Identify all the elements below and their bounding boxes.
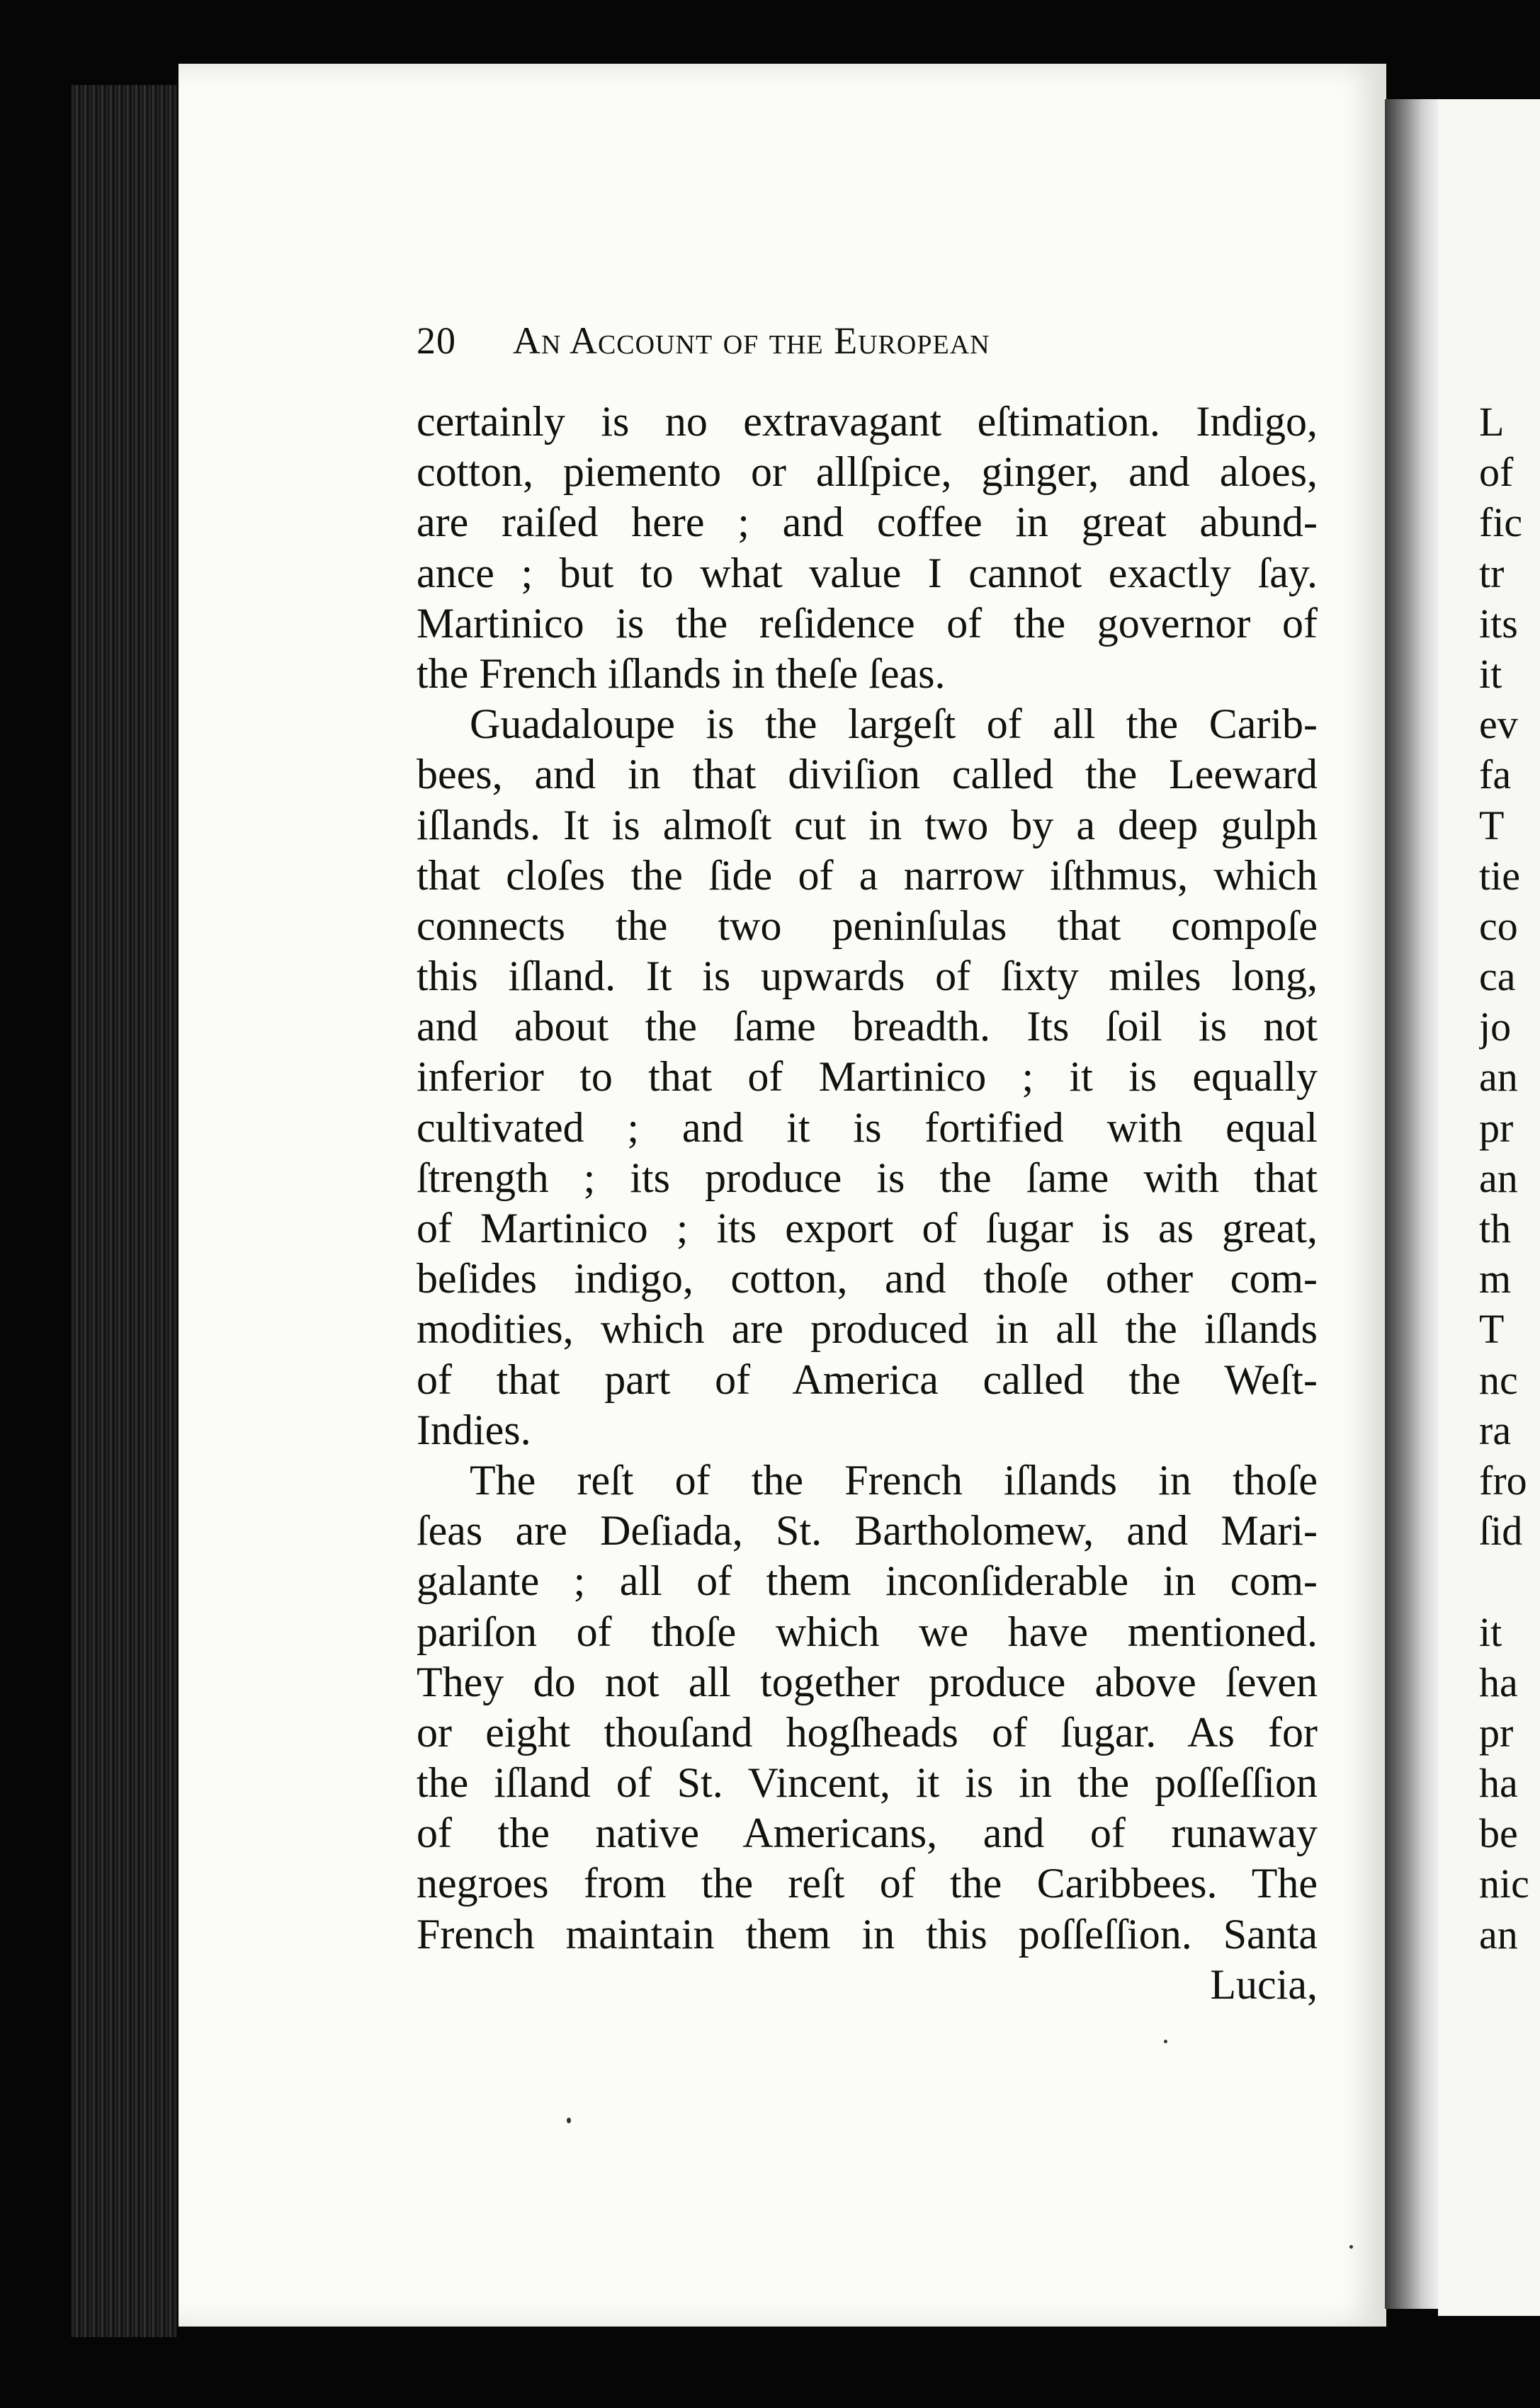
text-line: ance ; but to what value I cannot exactly ſay. — [417, 549, 1318, 596]
facing-line: ha — [1479, 1760, 1518, 1807]
facing-line: pr — [1479, 1104, 1514, 1151]
gutter-shadow — [1385, 99, 1438, 2309]
text-line: bees, and in that diviſion called the Leeward — [417, 751, 1318, 798]
text-line: that cloſes the ſide of a narrow iſthmus, which — [417, 851, 1318, 899]
paper-speck — [1164, 2040, 1167, 2043]
facing-line: be — [1479, 1810, 1518, 1857]
facing-line: fro — [1479, 1457, 1527, 1504]
facing-line: an — [1479, 1154, 1518, 1201]
text-line: galante ; all of them inconſiderable in com- — [417, 1557, 1318, 1605]
running-head — [417, 319, 1196, 382]
facing-line: tie — [1479, 852, 1520, 899]
text-line: this iſland. It is upwards of ſixty miles long, — [417, 953, 1318, 1000]
facing-line: an — [1479, 1911, 1518, 1958]
facing-line: ca — [1479, 953, 1516, 1000]
paragraph-start-line: The reſt of the French iſlands in thoſe — [470, 1456, 1318, 1504]
text-line: connects the two peninſulas that compoſe — [417, 902, 1318, 949]
facing-line: T — [1479, 1306, 1505, 1353]
facing-line: L — [1479, 399, 1505, 445]
book-spine — [71, 85, 177, 2337]
text-line: the French iſlands in theſe ſeas. — [417, 649, 946, 697]
facing-line: T — [1479, 802, 1505, 848]
facing-line — [1479, 1556, 1540, 1606]
catchword: Lucia, — [1210, 1960, 1318, 2008]
facing-line: jo — [1479, 1004, 1512, 1050]
facing-line: ev — [1479, 701, 1518, 748]
text-line: of the native Americans, and of runaway — [417, 1810, 1318, 1857]
facing-line: co — [1479, 902, 1518, 949]
text-line: cotton, piemento or allſpice, ginger, and aloes, — [417, 448, 1318, 496]
text-line: or eight thouſand hogſheads of ſugar. As for — [417, 1708, 1318, 1756]
facing-line: tr — [1479, 550, 1505, 596]
facing-line: pr — [1479, 1709, 1514, 1756]
facing-line: it — [1479, 650, 1502, 697]
text-line: ſtrength ; its produce is the ſame with that — [417, 1154, 1318, 1201]
text-line: modities, which are produced in all the iſlands — [417, 1305, 1318, 1353]
facing-line: its — [1479, 600, 1518, 647]
text-line: Indies. — [417, 1406, 531, 1453]
text-line: iſlands. It is almoſt cut in two by a deep gulph — [417, 801, 1318, 848]
text-line: ſeas are Deſiada, St. Bartholomew, and Mari- — [417, 1507, 1318, 1555]
text-line: beſides indigo, cotton, and thoſe other com- — [417, 1255, 1318, 1302]
facing-page-text — [1479, 397, 1540, 1960]
text-line: cultivated ; and it is fortified with equal — [417, 1103, 1318, 1151]
facing-line: ſid — [1479, 1508, 1523, 1555]
text-line: and about the ſame breadth. Its ſoil is not — [417, 1003, 1318, 1050]
text-line: of Martinico ; its export of ſugar is as great, — [417, 1205, 1318, 1251]
facing-line: nc — [1479, 1356, 1518, 1403]
facing-line: fa — [1479, 751, 1512, 798]
text-line: inferior to that of Martinico ; it is equally — [417, 1053, 1318, 1101]
text-line: pariſon of thoſe which we have mentioned. — [417, 1608, 1318, 1655]
text-line: They do not all together produce above ſeven — [417, 1658, 1318, 1705]
facing-line: an — [1479, 1054, 1518, 1101]
facing-line: th — [1479, 1205, 1512, 1251]
facing-line: ha — [1479, 1659, 1518, 1705]
running-title: An Account of the European — [513, 319, 990, 362]
body-text — [417, 397, 1318, 2010]
text-line: French maintain them in this poſſeſſion. Santa — [417, 1910, 1318, 1958]
paragraph-start-line: Guadaloupe is the largeſt of all the Carib- — [470, 700, 1318, 748]
paper-speck — [1349, 2245, 1353, 2249]
text-line: of that part of America called the Weſt- — [417, 1356, 1318, 1403]
facing-line: fic — [1479, 499, 1523, 546]
facing-line: of — [1479, 449, 1514, 496]
page-number: 20 — [417, 319, 456, 362]
text-line: certainly is no extravagant eſtimation. Indigo, — [417, 398, 1318, 445]
text-line: are raiſed here ; and coffee in great abund- — [417, 499, 1318, 546]
text-line: negroes from the reſt of the Caribbees. The — [417, 1860, 1318, 1907]
text-line: the iſland of St. Vincent, it is in the poſſeſſion — [417, 1759, 1318, 1807]
facing-line: nic — [1479, 1861, 1529, 1907]
text-line: Martinico is the reſidence of the governor of — [417, 599, 1318, 647]
facing-line: ra — [1479, 1407, 1512, 1453]
facing-line: it — [1479, 1608, 1502, 1655]
paper-speck — [567, 2118, 571, 2123]
facing-line: m — [1479, 1256, 1512, 1302]
